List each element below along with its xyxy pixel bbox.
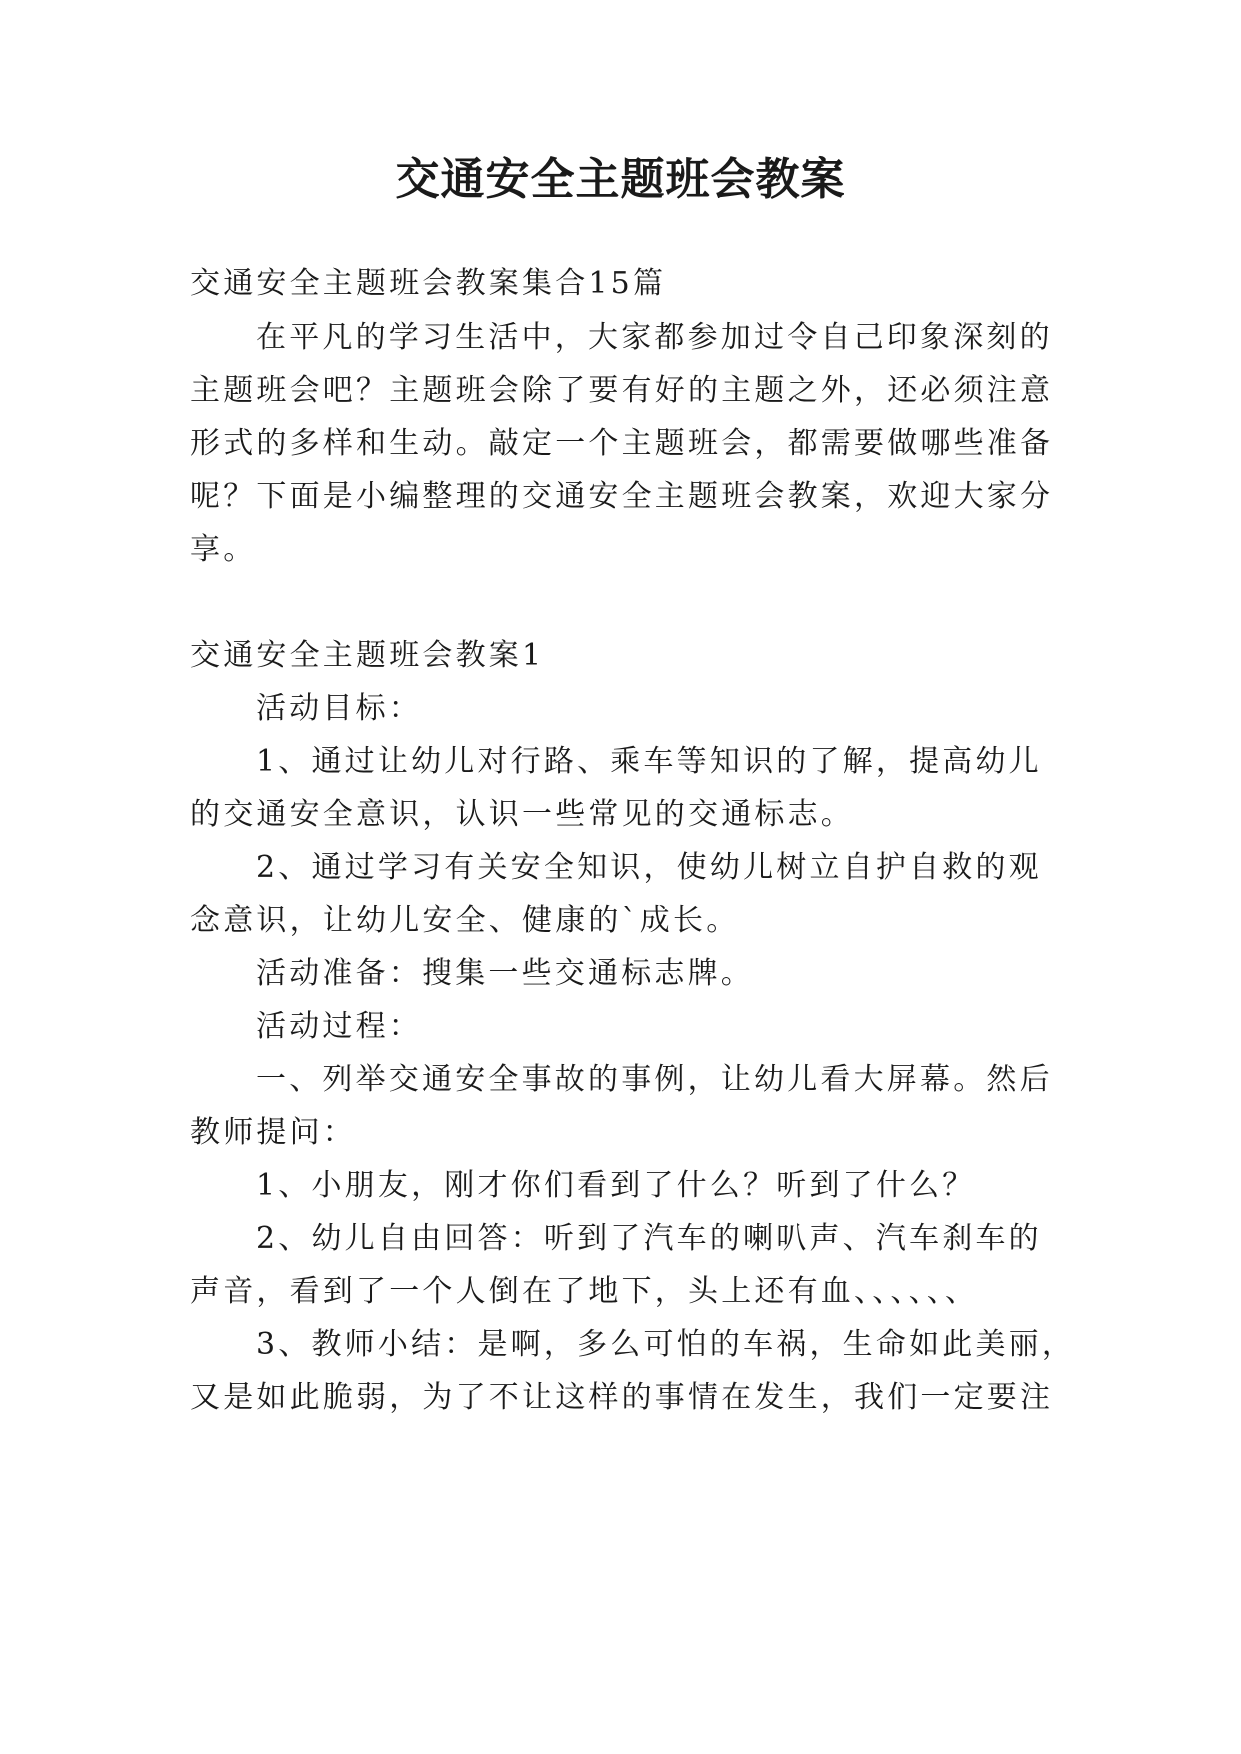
paragraph-line: 又是如此脆弱，为了不让这样的事情在发生，我们一定要注 [190,1380,1054,1415]
paragraph-line: 活动过程： [256,1009,422,1044]
paragraph-line: 呢？下面是小编整理的交通安全主题班会教案，欢迎大家分 [190,479,1054,514]
paragraph-line: 的交通安全意识，认识一些常见的交通标志。 [190,797,854,832]
paragraph-line: 形式的多样和生动。敲定一个主题班会，都需要做哪些准备 [190,426,1054,461]
paragraph-line: 教师提问： [190,1115,356,1150]
paragraph-line: 2、通过学习有关安全知识，使幼儿树立自护自救的观 [256,850,1042,885]
paragraph-line: 主题班会吧？主题班会除了要有好的主题之外，还必须注意 [190,373,1054,408]
paragraph-line: 念意识，让幼儿安全、健康的`成长。 [190,903,740,938]
paragraph-line: 2、幼儿自由回答：听到了汽车的喇叭声、汽车刹车的 [256,1221,1042,1256]
paragraph-line: 活动准备：搜集一些交通标志牌。 [256,956,754,991]
paragraph-line: 1、通过让幼儿对行路、乘车等知识的了解，提高幼儿 [256,744,1042,779]
paragraph-line: 在平凡的学习生活中，大家都参加过令自己印象深刻的 [256,320,1053,355]
paragraph-line: 1、小朋友，刚才你们看到了什么？听到了什么？ [256,1168,976,1203]
paragraph-line: 3、教师小结：是啊，多么可怕的车祸，生命如此美丽， [256,1327,1076,1362]
paragraph-line: 一、列举交通安全事故的事例，让幼儿看大屏幕。然后 [256,1062,1053,1097]
document-title: 交通安全主题班会教案 [395,154,846,205]
section-heading: 交通安全主题班会教案1 [190,638,545,673]
paragraph-line: 活动目标： [256,691,422,726]
paragraph-line: 享。 [190,532,257,567]
paragraph-line: 声音，看到了一个人倒在了地下，头上还有血、、、、、、 [190,1274,979,1309]
collection-heading: 交通安全主题班会教案集合15篇 [190,266,667,301]
